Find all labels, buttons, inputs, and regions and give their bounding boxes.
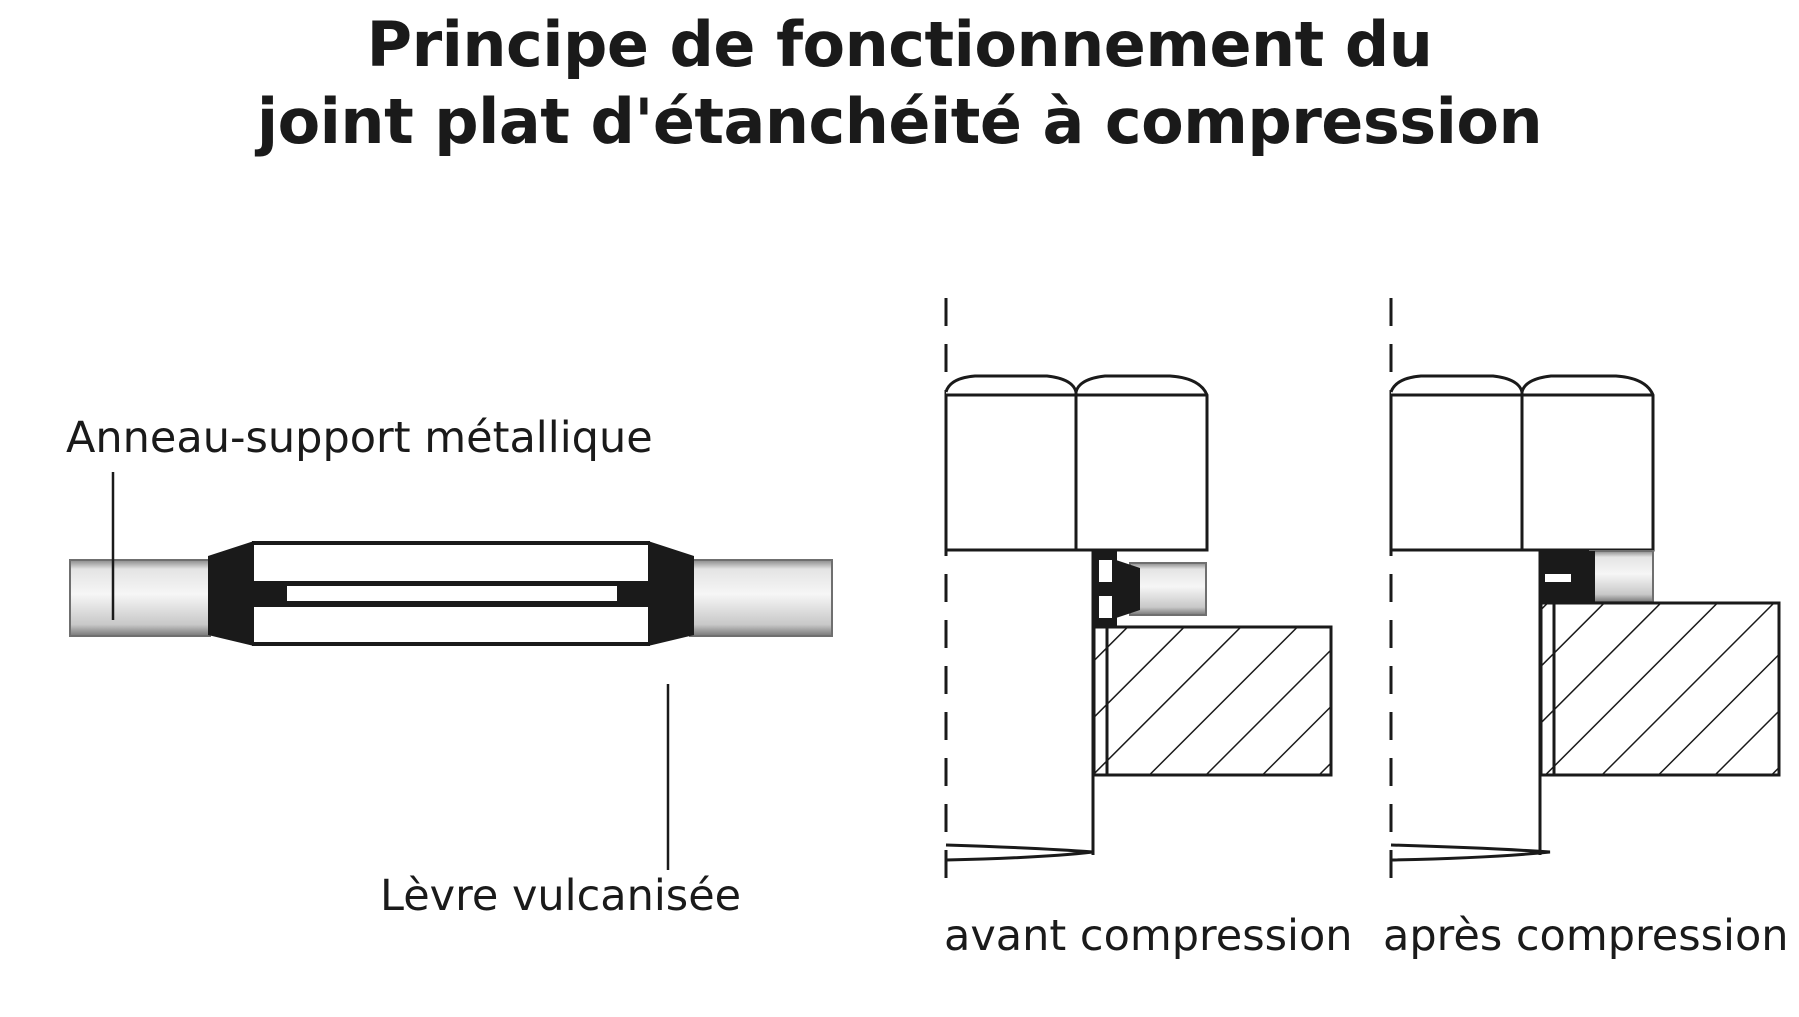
vulcanized-lip-right (648, 541, 694, 646)
metal-ring-left (70, 560, 210, 636)
vulcanized-lip-left (208, 541, 254, 646)
gasket-before-metal (1130, 563, 1206, 615)
gasket-core-slot (287, 586, 617, 601)
before-compression-assembly (946, 298, 1331, 880)
title-line-2: joint plat d'étanchéité à compression (256, 85, 1543, 158)
label-after-compression: après compression (1383, 911, 1789, 961)
gasket-core-upper (254, 545, 648, 581)
gasket-core-lower (254, 607, 648, 642)
after-compression-assembly (1391, 298, 1779, 880)
label-before-compression: avant compression (944, 911, 1353, 961)
gasket-after-metal (1590, 551, 1653, 602)
title-line-1: Principe de fonctionnement du (366, 8, 1433, 81)
gasket-cross-section (70, 472, 832, 870)
pipe-end-after (1391, 845, 1550, 860)
label-support-ring: Anneau-support métallique (66, 413, 653, 463)
label-vulcanized-lip: Lèvre vulcanisée (380, 871, 742, 921)
pipe-end-before (946, 845, 1093, 860)
flange-before (1094, 627, 1331, 775)
flange-after (1541, 603, 1779, 775)
metal-ring-right (690, 560, 832, 636)
